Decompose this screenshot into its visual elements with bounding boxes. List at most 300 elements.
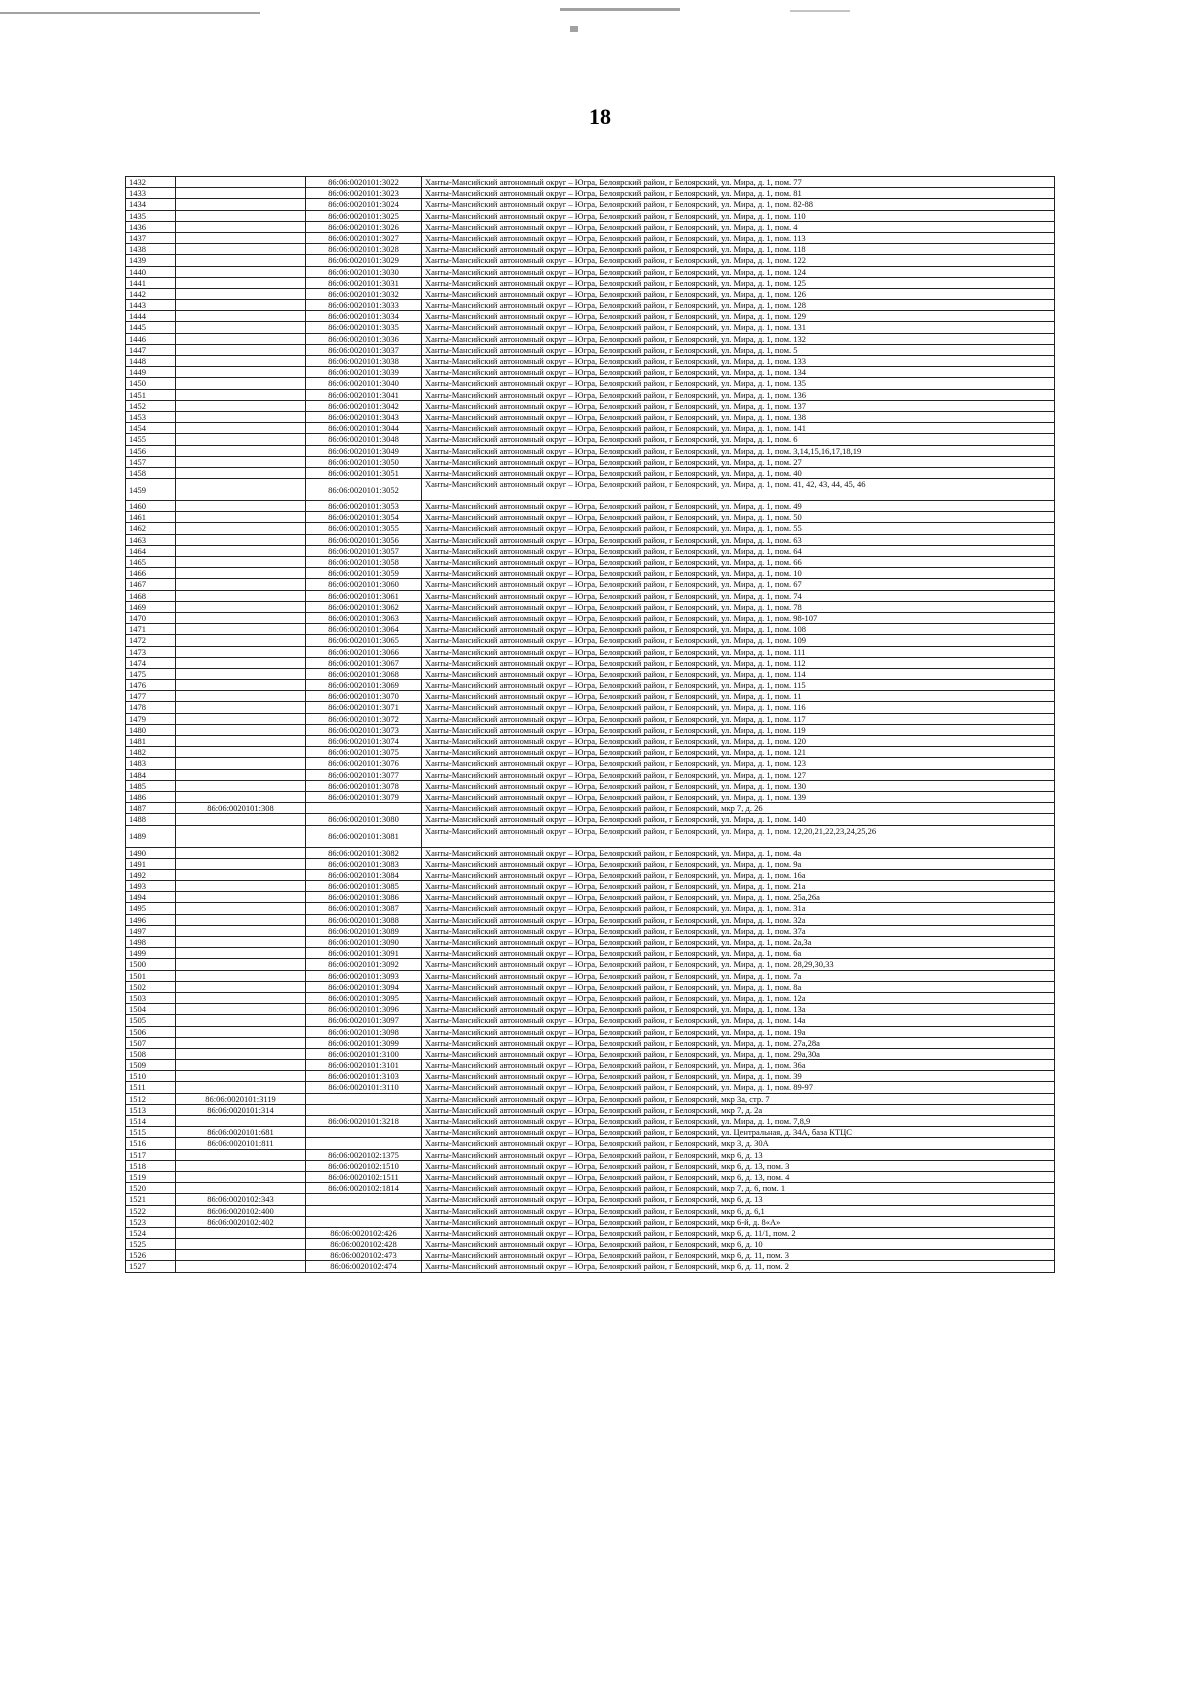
- address-cell: Ханты-Мансийский автономный округ – Югра, Белоярский район, г Белоярский, ул. Мира, д. 1, пом. 12а: [422, 992, 1055, 1003]
- cadastral-number-cell: 86:06:0020101:3079: [306, 791, 422, 802]
- old-cadastral-number-cell: [176, 1015, 306, 1026]
- address-cell: Ханты-Мансийский автономный округ – Югра, Белоярский район, г Белоярский, ул. Мира, д. 1, пом. 2а,3а: [422, 937, 1055, 948]
- old-cadastral-number-cell: [176, 814, 306, 825]
- address-cell: Ханты-Мансийский автономный округ – Югра, Белоярский район, г Белоярский, ул. Мира, д. 1, пом. 19а: [422, 1026, 1055, 1037]
- cadastral-number-cell: 86:06:0020101:3091: [306, 948, 422, 959]
- old-cadastral-number-cell: [176, 277, 306, 288]
- table-row: [126, 702, 1055, 713]
- table-row: [126, 221, 1055, 232]
- row-number-cell: 1467: [126, 579, 176, 590]
- cadastral-number-cell: 86:06:0020101:3080: [306, 814, 422, 825]
- old-cadastral-number-cell: [176, 668, 306, 679]
- cadastral-number-cell: 86:06:0020101:3077: [306, 769, 422, 780]
- table-row: [126, 747, 1055, 758]
- table-row: [126, 199, 1055, 210]
- row-number-cell: 1481: [126, 736, 176, 747]
- table-row: [126, 232, 1055, 243]
- row-number-cell: 1491: [126, 858, 176, 869]
- cadastral-number-cell: 86:06:0020101:3040: [306, 378, 422, 389]
- cadastral-number-cell: 86:06:0020101:3064: [306, 624, 422, 635]
- address-cell: Ханты-Мансийский автономный округ – Югра, Белоярский район, г Белоярский, ул. Мира, д. 1, пом. 49: [422, 501, 1055, 512]
- cadastral-number-cell: 86:06:0020102:426: [306, 1227, 422, 1238]
- table-row: [126, 825, 1055, 847]
- cadastral-number-cell: 86:06:0020101:3039: [306, 367, 422, 378]
- row-number-cell: 1495: [126, 903, 176, 914]
- old-cadastral-number-cell: [176, 322, 306, 333]
- cadastral-number-cell: 86:06:0020101:3099: [306, 1037, 422, 1048]
- address-cell: Ханты-Мансийский автономный округ – Югра, Белоярский район, г Белоярский, мкр 6, д. 11/1, пом. 2: [422, 1227, 1055, 1238]
- row-number-cell: 1480: [126, 724, 176, 735]
- address-cell: Ханты-Мансийский автономный округ – Югра, Белоярский район, г Белоярский, ул. Мира, д. 1, пом. 27: [422, 456, 1055, 467]
- address-cell: Ханты-Мансийский автономный округ – Югра, Белоярский район, г Белоярский, ул. Мира, д. 1, пом. 131: [422, 322, 1055, 333]
- table-row: [126, 590, 1055, 601]
- old-cadastral-number-cell: [176, 691, 306, 702]
- table-row: [126, 288, 1055, 299]
- address-cell: Ханты-Мансийский автономный округ – Югра, Белоярский район, г Белоярский, ул. Мира, д. 1, пом. 40: [422, 467, 1055, 478]
- address-cell: Ханты-Мансийский автономный округ – Югра, Белоярский район, г Белоярский, ул. Мира, д. 1, пом. 124: [422, 266, 1055, 277]
- old-cadastral-number-cell: [176, 1171, 306, 1182]
- old-cadastral-number-cell: 86:06:0020101:3119: [176, 1093, 306, 1104]
- old-cadastral-number-cell: [176, 1071, 306, 1082]
- old-cadastral-number-cell: [176, 288, 306, 299]
- table-row: [126, 356, 1055, 367]
- table-row: [126, 724, 1055, 735]
- table-row: [126, 534, 1055, 545]
- cadastral-number-cell: 86:06:0020101:3029: [306, 255, 422, 266]
- table-row: [126, 367, 1055, 378]
- address-cell: Ханты-Мансийский автономный округ – Югра, Белоярский район, г Белоярский, ул. Мира, д. 1, пом. 14а: [422, 1015, 1055, 1026]
- row-number-cell: 1509: [126, 1060, 176, 1071]
- address-cell: Ханты-Мансийский автономный округ – Югра, Белоярский район, г Белоярский, мкр 3, д. 30А: [422, 1138, 1055, 1149]
- address-cell: Ханты-Мансийский автономный округ – Югра, Белоярский район, г Белоярский, ул. Мира, д. 1, пом. 82-88: [422, 199, 1055, 210]
- cadastral-number-cell: [306, 1104, 422, 1115]
- table-row: [126, 1239, 1055, 1250]
- table-row: [126, 1261, 1055, 1272]
- table-row: [126, 467, 1055, 478]
- row-number-cell: 1471: [126, 624, 176, 635]
- cadastral-number-cell: 86:06:0020101:3053: [306, 501, 422, 512]
- old-cadastral-number-cell: [176, 311, 306, 322]
- cadastral-number-cell: 86:06:0020102:1511: [306, 1171, 422, 1182]
- row-number-cell: 1468: [126, 590, 176, 601]
- cadastral-number-cell: 86:06:0020101:3049: [306, 445, 422, 456]
- address-cell: Ханты-Мансийский автономный округ – Югра, Белоярский район, г Белоярский, ул. Мира, д. 1, пом. 112: [422, 657, 1055, 668]
- table-row: [126, 713, 1055, 724]
- old-cadastral-number-cell: [176, 948, 306, 959]
- old-cadastral-number-cell: [176, 601, 306, 612]
- address-cell: Ханты-Мансийский автономный округ – Югра, Белоярский район, г Белоярский, ул. Мира, д. 1, пом. 32а: [422, 914, 1055, 925]
- row-number-cell: 1506: [126, 1026, 176, 1037]
- table-row: [126, 736, 1055, 747]
- address-cell: Ханты-Мансийский автономный округ – Югра, Белоярский район, г Белоярский, ул. Мира, д. 1, пом. 25а,26а: [422, 892, 1055, 903]
- address-cell: Ханты-Мансийский автономный округ – Югра, Белоярский район, г Белоярский, ул. Мира, д. 1, пом. 89-97: [422, 1082, 1055, 1093]
- row-number-cell: 1450: [126, 378, 176, 389]
- address-cell: Ханты-Мансийский автономный округ – Югра, Белоярский район, г Белоярский, мкр 6-й, д. 8«А»: [422, 1216, 1055, 1227]
- row-number-cell: 1526: [126, 1250, 176, 1261]
- row-number-cell: 1504: [126, 1004, 176, 1015]
- cadastral-number-cell: 86:06:0020101:3032: [306, 288, 422, 299]
- cadastral-number-cell: 86:06:0020101:3044: [306, 423, 422, 434]
- address-cell: Ханты-Мансийский автономный округ – Югра, Белоярский район, г Белоярский, ул. Мира, д. 1, пом. 5: [422, 344, 1055, 355]
- table-row: [126, 1149, 1055, 1160]
- cadastral-number-cell: 86:06:0020101:3092: [306, 959, 422, 970]
- table-row: [126, 188, 1055, 199]
- address-cell: Ханты-Мансийский автономный округ – Югра, Белоярский район, г Белоярский, мкр 7, д. 2а: [422, 1104, 1055, 1115]
- address-cell: Ханты-Мансийский автономный округ – Югра, Белоярский район, г Белоярский, ул. Мира, д. 1, пом. 63: [422, 534, 1055, 545]
- row-number-cell: 1460: [126, 501, 176, 512]
- cadastral-number-cell: 86:06:0020101:3033: [306, 300, 422, 311]
- old-cadastral-number-cell: [176, 367, 306, 378]
- address-cell: Ханты-Мансийский автономный округ – Югра, Белоярский район, г Белоярский, мкр 7, д. 26: [422, 803, 1055, 814]
- old-cadastral-number-cell: [176, 333, 306, 344]
- row-number-cell: 1477: [126, 691, 176, 702]
- row-number-cell: 1505: [126, 1015, 176, 1026]
- old-cadastral-number-cell: [176, 1048, 306, 1059]
- table-row: [126, 680, 1055, 691]
- cadastral-number-cell: 86:06:0020101:3037: [306, 344, 422, 355]
- address-cell: Ханты-Мансийский автономный округ – Югра, Белоярский район, г Белоярский, ул. Мира, д. 1, пом. 21а: [422, 881, 1055, 892]
- table-row: [126, 948, 1055, 959]
- cadastral-number-cell: 86:06:0020101:3051: [306, 467, 422, 478]
- old-cadastral-number-cell: [176, 869, 306, 880]
- table-row: [126, 545, 1055, 556]
- cadastral-number-cell: 86:06:0020101:3097: [306, 1015, 422, 1026]
- cadastral-number-cell: 86:06:0020101:3078: [306, 780, 422, 791]
- cadastral-number-cell: 86:06:0020101:3062: [306, 601, 422, 612]
- cadastral-number-cell: 86:06:0020101:3035: [306, 322, 422, 333]
- table-row: [126, 445, 1055, 456]
- cadastral-number-cell: [306, 1127, 422, 1138]
- old-cadastral-number-cell: [176, 937, 306, 948]
- old-cadastral-number-cell: [176, 199, 306, 210]
- old-cadastral-number-cell: [176, 456, 306, 467]
- table-row: [126, 456, 1055, 467]
- row-number-cell: 1519: [126, 1171, 176, 1182]
- table-row: [126, 1250, 1055, 1261]
- table-row: [126, 333, 1055, 344]
- row-number-cell: 1458: [126, 467, 176, 478]
- old-cadastral-number-cell: [176, 758, 306, 769]
- old-cadastral-number-cell: [176, 657, 306, 668]
- table-row: [126, 389, 1055, 400]
- cadastral-number-cell: 86:06:0020101:3050: [306, 456, 422, 467]
- table-row: [126, 1116, 1055, 1127]
- old-cadastral-number-cell: [176, 1250, 306, 1261]
- row-number-cell: 1469: [126, 601, 176, 612]
- address-cell: Ханты-Мансийский автономный округ – Югра, Белоярский район, г Белоярский, ул. Мира, д. 1, пом. 11: [422, 691, 1055, 702]
- row-number-cell: 1518: [126, 1160, 176, 1171]
- row-number-cell: 1484: [126, 769, 176, 780]
- row-number-cell: 1490: [126, 847, 176, 858]
- row-number-cell: 1500: [126, 959, 176, 970]
- row-number-cell: 1521: [126, 1194, 176, 1205]
- page-number: 18: [589, 104, 611, 129]
- scan-artifact-top-right: [790, 10, 850, 12]
- cadastral-number-cell: 86:06:0020102:1375: [306, 1149, 422, 1160]
- cadastral-number-cell: 86:06:0020101:3060: [306, 579, 422, 590]
- cadastral-number-cell: 86:06:0020101:3110: [306, 1082, 422, 1093]
- address-cell: Ханты-Мансийский автономный округ – Югра, Белоярский район, г Белоярский, ул. Мира, д. 1, пом. 133: [422, 356, 1055, 367]
- old-cadastral-number-cell: [176, 1183, 306, 1194]
- cadastral-number-cell: 86:06:0020101:3028: [306, 244, 422, 255]
- table-row: [126, 411, 1055, 422]
- cadastral-number-cell: 86:06:0020101:3082: [306, 847, 422, 858]
- cadastral-number-cell: 86:06:0020101:3070: [306, 691, 422, 702]
- cadastral-number-cell: [306, 1093, 422, 1104]
- table-body: [126, 177, 1055, 1273]
- table-row: [126, 881, 1055, 892]
- address-cell: Ханты-Мансийский автономный округ – Югра, Белоярский район, г Белоярский, ул. Мира, д. 1, пом. 66: [422, 557, 1055, 568]
- old-cadastral-number-cell: [176, 255, 306, 266]
- row-number-cell: 1523: [126, 1216, 176, 1227]
- row-number-cell: 1486: [126, 791, 176, 802]
- old-cadastral-number-cell: [176, 624, 306, 635]
- table-row: [126, 177, 1055, 188]
- address-cell: Ханты-Мансийский автономный округ – Югра, Белоярский район, г Белоярский, ул. Мира, д. 1, пом. 109: [422, 635, 1055, 646]
- row-number-cell: 1487: [126, 803, 176, 814]
- cadastral-number-cell: 86:06:0020101:3059: [306, 568, 422, 579]
- address-cell: Ханты-Мансийский автономный округ – Югра, Белоярский район, г Белоярский, ул. Центральная, д. 34А, база КТЦС: [422, 1127, 1055, 1138]
- table-row: [126, 501, 1055, 512]
- address-cell: Ханты-Мансийский автономный округ – Югра, Белоярский район, г Белоярский, ул. Мира, д. 1, пом. 39: [422, 1071, 1055, 1082]
- cadastral-number-cell: 86:06:0020101:3055: [306, 523, 422, 534]
- address-cell: Ханты-Мансийский автономный округ – Югра, Белоярский район, г Белоярский, ул. Мира, д. 1, пом. 125: [422, 277, 1055, 288]
- table-row: [126, 479, 1055, 501]
- row-number-cell: 1498: [126, 937, 176, 948]
- table-row: [126, 758, 1055, 769]
- address-cell: Ханты-Мансийский автономный округ – Югра, Белоярский район, г Белоярский, ул. Мира, д. 1, пом. 6а: [422, 948, 1055, 959]
- address-cell: Ханты-Мансийский автономный округ – Югра, Белоярский район, г Белоярский, ул. Мира, д. 1, пом. 118: [422, 244, 1055, 255]
- cadastral-number-cell: 86:06:0020101:3101: [306, 1060, 422, 1071]
- address-cell: Ханты-Мансийский автономный округ – Югра, Белоярский район, г Белоярский, ул. Мира, д. 1, пом. 7а: [422, 970, 1055, 981]
- address-cell: Ханты-Мансийский автономный округ – Югра, Белоярский район, г Белоярский, ул. Мира, д. 1, пом. 121: [422, 747, 1055, 758]
- table-row: [126, 277, 1055, 288]
- table-row: [126, 668, 1055, 679]
- row-number-cell: 1476: [126, 680, 176, 691]
- address-cell: Ханты-Мансийский автономный округ – Югра, Белоярский район, г Белоярский, ул. Мира, д. 1, пом. 3,14,15,16,17,18,19: [422, 445, 1055, 456]
- table-row: [126, 657, 1055, 668]
- old-cadastral-number-cell: 86:06:0020102:400: [176, 1205, 306, 1216]
- cadastral-number-cell: 86:06:0020101:3095: [306, 992, 422, 1003]
- address-cell: Ханты-Мансийский автономный округ – Югра, Белоярский район, г Белоярский, ул. Мира, д. 1, пом. 81: [422, 188, 1055, 199]
- row-number-cell: 1515: [126, 1127, 176, 1138]
- cadastral-number-cell: 86:06:0020101:3074: [306, 736, 422, 747]
- old-cadastral-number-cell: [176, 736, 306, 747]
- cadastral-number-cell: 86:06:0020101:3042: [306, 400, 422, 411]
- table-row: [126, 1205, 1055, 1216]
- table-row: [126, 1082, 1055, 1093]
- address-cell: Ханты-Мансийский автономный округ – Югра, Белоярский район, г Белоярский, ул. Мира, д. 1, пом. 139: [422, 791, 1055, 802]
- old-cadastral-number-cell: [176, 713, 306, 724]
- old-cadastral-number-cell: [176, 1037, 306, 1048]
- old-cadastral-number-cell: [176, 423, 306, 434]
- row-number-cell: 1514: [126, 1116, 176, 1127]
- table-row: [126, 601, 1055, 612]
- table-row: [126, 1104, 1055, 1115]
- table-row: [126, 1048, 1055, 1059]
- cadastral-number-cell: 86:06:0020101:3024: [306, 199, 422, 210]
- row-number-cell: 1452: [126, 400, 176, 411]
- cadastral-number-cell: 86:06:0020101:3096: [306, 1004, 422, 1015]
- table-row: [126, 780, 1055, 791]
- cadastral-number-cell: 86:06:0020101:3052: [306, 479, 422, 501]
- old-cadastral-number-cell: [176, 557, 306, 568]
- old-cadastral-number-cell: 86:06:0020101:314: [176, 1104, 306, 1115]
- row-number-cell: 1489: [126, 825, 176, 847]
- old-cadastral-number-cell: [176, 825, 306, 847]
- address-cell: Ханты-Мансийский автономный округ – Югра, Белоярский район, г Белоярский, ул. Мира, д. 1, пом. 138: [422, 411, 1055, 422]
- address-cell: Ханты-Мансийский автономный округ – Югра, Белоярский район, г Белоярский, ул. Мира, д. 1, пом. 74: [422, 590, 1055, 601]
- cadastral-number-cell: 86:06:0020101:3030: [306, 266, 422, 277]
- row-number-cell: 1527: [126, 1261, 176, 1272]
- row-number-cell: 1443: [126, 300, 176, 311]
- old-cadastral-number-cell: [176, 646, 306, 657]
- cadastral-number-cell: [306, 1194, 422, 1205]
- row-number-cell: 1444: [126, 311, 176, 322]
- cadastral-number-cell: 86:06:0020101:3083: [306, 858, 422, 869]
- address-cell: Ханты-Мансийский автономный округ – Югра, Белоярский район, г Белоярский, ул. Мира, д. 1, пом. 135: [422, 378, 1055, 389]
- cadastral-number-cell: 86:06:0020101:3057: [306, 545, 422, 556]
- old-cadastral-number-cell: [176, 177, 306, 188]
- cadastral-number-cell: 86:06:0020101:3048: [306, 434, 422, 445]
- address-cell: Ханты-Мансийский автономный округ – Югра, Белоярский район, г Белоярский, ул. Мира, д. 1, пом. 50: [422, 512, 1055, 523]
- table-row: [126, 344, 1055, 355]
- table-row: [126, 1227, 1055, 1238]
- row-number-cell: 1479: [126, 713, 176, 724]
- old-cadastral-number-cell: [176, 1160, 306, 1171]
- address-cell: Ханты-Мансийский автономный округ – Югра, Белоярский район, г Белоярский, ул. Мира, д. 1, пом. 129: [422, 311, 1055, 322]
- address-cell: Ханты-Мансийский автономный округ – Югра, Белоярский район, г Белоярский, мкр 6, д. 13, пом. 3: [422, 1160, 1055, 1171]
- table-row: [126, 1160, 1055, 1171]
- cadastral-number-cell: 86:06:0020101:3089: [306, 925, 422, 936]
- address-cell: Ханты-Мансийский автономный округ – Югра, Белоярский район, г Белоярский, ул. Мира, д. 1, пом. 8а: [422, 981, 1055, 992]
- address-cell: Ханты-Мансийский автономный округ – Югра, Белоярский район, г Белоярский, ул. Мира, д. 1, пом. 108: [422, 624, 1055, 635]
- table-row: [126, 914, 1055, 925]
- cadastral-number-cell: 86:06:0020101:3100: [306, 1048, 422, 1059]
- old-cadastral-number-cell: [176, 724, 306, 735]
- old-cadastral-number-cell: [176, 791, 306, 802]
- old-cadastral-number-cell: 86:06:0020102:343: [176, 1194, 306, 1205]
- old-cadastral-number-cell: [176, 925, 306, 936]
- row-number-cell: 1485: [126, 780, 176, 791]
- cadastral-number-cell: 86:06:0020101:3025: [306, 210, 422, 221]
- row-number-cell: 1488: [126, 814, 176, 825]
- row-number-cell: 1499: [126, 948, 176, 959]
- cadastral-number-cell: 86:06:0020101:3067: [306, 657, 422, 668]
- row-number-cell: 1502: [126, 981, 176, 992]
- cadastral-number-cell: 86:06:0020101:3085: [306, 881, 422, 892]
- old-cadastral-number-cell: [176, 881, 306, 892]
- cadastral-number-cell: 86:06:0020102:1814: [306, 1183, 422, 1194]
- table-row: [126, 959, 1055, 970]
- row-number-cell: 1436: [126, 221, 176, 232]
- row-number-cell: 1465: [126, 557, 176, 568]
- address-cell: Ханты-Мансийский автономный округ – Югра, Белоярский район, г Белоярский, ул. Мира, д. 1, пом. 16а: [422, 869, 1055, 880]
- address-cell: Ханты-Мансийский автономный округ – Югра, Белоярский район, г Белоярский, ул. Мира, д. 1, пом. 9а: [422, 858, 1055, 869]
- row-number-cell: 1462: [126, 523, 176, 534]
- row-number-cell: 1474: [126, 657, 176, 668]
- row-number-cell: 1455: [126, 434, 176, 445]
- address-cell: Ханты-Мансийский автономный округ – Югра, Белоярский район, г Белоярский, мкр 6, д. 13, пом. 4: [422, 1171, 1055, 1182]
- old-cadastral-number-cell: [176, 635, 306, 646]
- cadastral-number-cell: 86:06:0020101:3026: [306, 221, 422, 232]
- old-cadastral-number-cell: [176, 858, 306, 869]
- old-cadastral-number-cell: [176, 445, 306, 456]
- cadastral-number-cell: 86:06:0020101:3068: [306, 668, 422, 679]
- address-cell: Ханты-Мансийский автономный округ – Югра, Белоярский район, г Белоярский, ул. Мира, д. 1, пом. 36а: [422, 1060, 1055, 1071]
- row-number-cell: 1470: [126, 612, 176, 623]
- table-row: [126, 635, 1055, 646]
- row-number-cell: 1494: [126, 892, 176, 903]
- address-cell: Ханты-Мансийский автономный округ – Югра, Белоярский район, г Белоярский, ул. Мира, д. 1, пом. 6: [422, 434, 1055, 445]
- row-number-cell: 1457: [126, 456, 176, 467]
- row-number-cell: 1501: [126, 970, 176, 981]
- row-number-cell: 1433: [126, 188, 176, 199]
- row-number-cell: 1434: [126, 199, 176, 210]
- old-cadastral-number-cell: [176, 579, 306, 590]
- address-cell: Ханты-Мансийский автономный округ – Югра, Белоярский район, г Белоярский, ул. Мира, д. 1, пом. 119: [422, 724, 1055, 735]
- old-cadastral-number-cell: [176, 534, 306, 545]
- table-row: [126, 1026, 1055, 1037]
- address-cell: Ханты-Мансийский автономный округ – Югра, Белоярский район, г Белоярский, ул. Мира, д. 1, пом. 12,20,21,22,23,24,25,26: [422, 825, 1055, 847]
- address-cell: Ханты-Мансийский автономный округ – Югра, Белоярский район, г Белоярский, ул. Мира, д. 1, пом. 115: [422, 680, 1055, 691]
- row-number-cell: 1473: [126, 646, 176, 657]
- old-cadastral-number-cell: [176, 1004, 306, 1015]
- address-cell: Ханты-Мансийский автономный округ – Югра, Белоярский район, г Белоярский, ул. Мира, д. 1, пом. 31а: [422, 903, 1055, 914]
- old-cadastral-number-cell: [176, 747, 306, 758]
- row-number-cell: 1441: [126, 277, 176, 288]
- address-cell: Ханты-Мансийский автономный округ – Югра, Белоярский район, г Белоярский, ул. Мира, д. 1, пом. 28,29,30,33: [422, 959, 1055, 970]
- cadastral-number-cell: 86:06:0020101:3098: [306, 1026, 422, 1037]
- table-row: [126, 523, 1055, 534]
- old-cadastral-number-cell: [176, 780, 306, 791]
- old-cadastral-number-cell: [176, 545, 306, 556]
- address-cell: Ханты-Мансийский автономный округ – Югра, Белоярский район, г Белоярский, мкр 6, д. 10: [422, 1239, 1055, 1250]
- old-cadastral-number-cell: [176, 1060, 306, 1071]
- cadastral-number-cell: 86:06:0020101:3058: [306, 557, 422, 568]
- table-row: [126, 1194, 1055, 1205]
- table-row: [126, 691, 1055, 702]
- table-row: [126, 1171, 1055, 1182]
- address-cell: Ханты-Мансийский автономный округ – Югра, Белоярский район, г Белоярский, ул. Мира, д. 1, пом. 128: [422, 300, 1055, 311]
- cadastral-number-cell: 86:06:0020101:3103: [306, 1071, 422, 1082]
- table-row: [126, 981, 1055, 992]
- scan-artifact-dot: [570, 26, 578, 32]
- address-cell: Ханты-Мансийский автономный округ – Югра, Белоярский район, г Белоярский, ул. Мира, д. 1, пом. 110: [422, 210, 1055, 221]
- old-cadastral-number-cell: [176, 1227, 306, 1238]
- table-row: [126, 1127, 1055, 1138]
- row-number-cell: 1456: [126, 445, 176, 456]
- row-number-cell: 1508: [126, 1048, 176, 1059]
- address-cell: Ханты-Мансийский автономный округ – Югра, Белоярский район, г Белоярский, ул. Мира, д. 1, пом. 4: [422, 221, 1055, 232]
- row-number-cell: 1483: [126, 758, 176, 769]
- table-row: [126, 1216, 1055, 1227]
- row-number-cell: 1516: [126, 1138, 176, 1149]
- address-cell: Ханты-Мансийский автономный округ – Югра, Белоярский район, г Белоярский, мкр 6, д. 13: [422, 1194, 1055, 1205]
- row-number-cell: 1464: [126, 545, 176, 556]
- table-row: [126, 378, 1055, 389]
- row-number-cell: 1466: [126, 568, 176, 579]
- address-cell: Ханты-Мансийский автономный округ – Югра, Белоярский район, г Белоярский, ул. Мира, д. 1, пом. 98-107: [422, 612, 1055, 623]
- table-row: [126, 892, 1055, 903]
- old-cadastral-number-cell: [176, 300, 306, 311]
- cadastral-number-cell: 86:06:0020101:3043: [306, 411, 422, 422]
- old-cadastral-number-cell: [176, 1082, 306, 1093]
- table-row: [126, 992, 1055, 1003]
- old-cadastral-number-cell: [176, 892, 306, 903]
- table-row: [126, 244, 1055, 255]
- old-cadastral-number-cell: [176, 981, 306, 992]
